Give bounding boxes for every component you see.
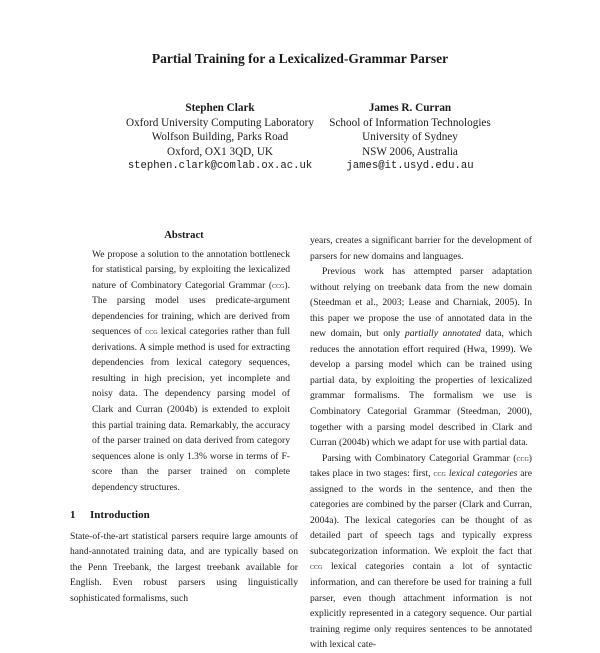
left-column <box>70 228 298 607</box>
author-name: Stephen Clark <box>185 102 255 114</box>
paragraph: Parsing with Combinatory Categorial Grammar (ccg) takes place in two stages: first, ccg lexical categories are assigned to the words in the sentence, and then the categories are combined by the parser (Clark and Curran, 2004a). The lexical categories can be thought of as detailed part of speech tags and typically express subcategorization information. We exploit the fact that ccg lexical categories contain a lot of syntactic information, and can therefore be used for training a full parser, even though attachment information is not explicitly represented in a category sequence. Our partial training regime only requires sentences to be annotated with lexical cate- <box>310 452 532 651</box>
paragraph: years, creates a significant barrier for the development of parsers for new domains and languages. <box>310 235 532 262</box>
author-name: James R. Curran <box>368 102 452 114</box>
abstract-text: We propose a solution to the annotation bottleneck for statistical parsing, by exploiting the lexicalized nature of Combinatory Categorial Grammar (ccg). The parsing model uses predicate-argument dependencies for training, which are derived from sequences of ccg lexical categories rather than full derivations. A simple method is used for extracting dependencies from lexical category sequences, resulting in high precision, yet incomplete and noisy data. The dependency parsing model of Clark and Curran (2004b) is extended to exploit this partial training data. Remarkably, the accuracy of the parser trained on data derived from category sequences alone is only 1.3% worse in terms of F-score than the parser trained on complete dependency structures. <box>92 248 290 493</box>
paper-title: Partial Training for a Lexicalized-Grammar Parser <box>151 51 449 66</box>
author-email[interactable]: james@it.usyd.edu.au <box>346 160 474 173</box>
author-affiliation: Oxford University Computing Laboratory <box>126 116 314 129</box>
intro-paragraph: State-of-the-art statistical parsers require large amounts of hand-annotated training data, and are typically based on the Penn Treebank, the largest treebank available for English. Even robust parsers using linguistically sophisticated formalisms, such <box>70 530 298 605</box>
author-block-curran <box>300 101 520 174</box>
author-address: Wolfson Building, Parks Road <box>151 131 289 144</box>
paragraph: Previous work has attempted parser adaptation without relying on treebank data from the new domain (Steedman et al., 2003; Lease and Charniak, 2005). In this paper we propose the use of annotated data in the new domain, but only partially annotated data, which reduces the annotation effort required (Hwa, 1999). We develop a parsing model which can be trained using partial data, by exploiting the properties of lexicalized grammar formalisms. The formalism we use is Combinatory Categorial Grammar (Steedman, 2000), together with a parsing model described in Clark and Curran (2004b) which we adapt for use with partial data. <box>310 266 532 449</box>
author-email[interactable]: stephen.clark@comlab.ox.ac.uk <box>127 160 313 173</box>
author-city: NSW 2006, Australia <box>362 145 458 158</box>
author-affiliation: School of Information Technologies <box>329 116 491 129</box>
author-city: Oxford, OX1 3QD, UK <box>167 145 273 158</box>
abstract-heading: Abstract <box>164 230 204 241</box>
author-address: University of Sydney <box>362 131 458 144</box>
section-heading-introduction: 1 Introduction <box>70 509 150 522</box>
right-column <box>310 233 532 653</box>
